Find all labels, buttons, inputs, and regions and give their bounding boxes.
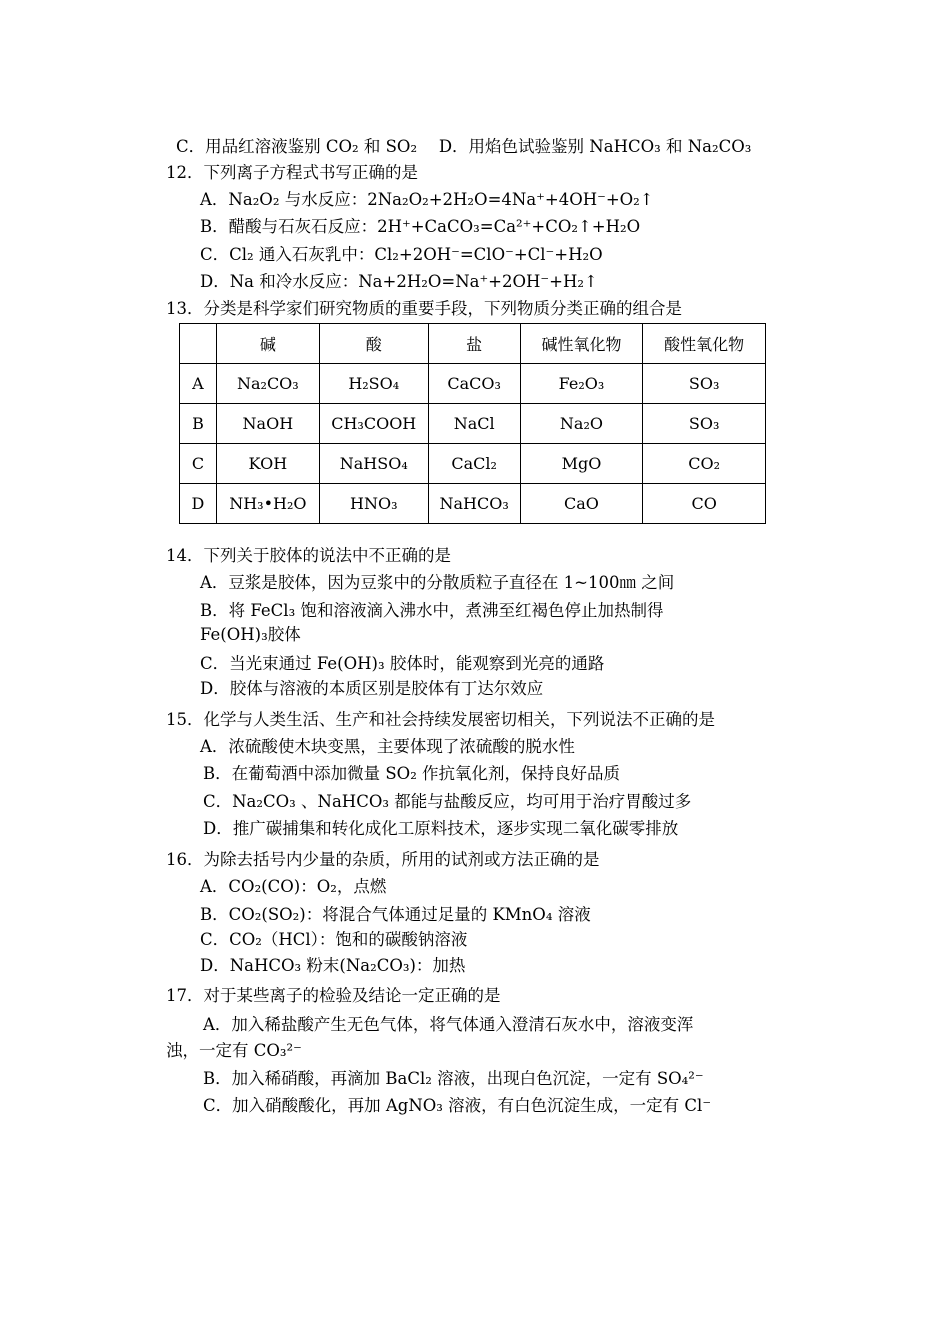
table-cell: HNO₃ bbox=[319, 484, 428, 524]
q16-option-c: C．CO₂（HCl）：饱和的碳酸钠溶液 bbox=[200, 930, 468, 949]
table-cell: NaCl bbox=[428, 404, 520, 444]
table-cell: Na₂O bbox=[520, 404, 643, 444]
q17-stem: 17．对于某些离子的检验及结论一定正确的是 bbox=[166, 986, 501, 1005]
table-cell: NaHSO₄ bbox=[319, 444, 428, 484]
q12-option-b: B．醋酸与石灰石反应：2H⁺+CaCO₃=Ca²⁺+CO₂↑+H₂O bbox=[200, 217, 641, 236]
table-cell: H₂SO₄ bbox=[319, 364, 428, 404]
row-label: C bbox=[180, 444, 217, 484]
q14-option-a: A．豆浆是胶体，因为豆浆中的分散质粒子直径在 1~100㎚ 之间 bbox=[200, 573, 675, 592]
table-cell: CH₃COOH bbox=[319, 404, 428, 444]
header-cell: 碱性氧化物 bbox=[520, 324, 643, 364]
header-cell: 盐 bbox=[428, 324, 520, 364]
table-cell: SO₃ bbox=[643, 404, 766, 444]
q15-stem: 15．化学与人类生活、生产和社会持续发展密切相关，下列说法不正确的是 bbox=[166, 710, 715, 729]
q16-option-a: A．CO₂(CO)：O₂，点燃 bbox=[200, 877, 387, 896]
q14-stem: 14．下列关于胶体的说法中不正确的是 bbox=[166, 546, 451, 565]
table-cell: CaCO₃ bbox=[428, 364, 520, 404]
q14-option-c: C．当光束通过 Fe(OH)₃ 胶体时，能观察到光亮的通路 bbox=[200, 654, 605, 673]
table-cell: SO₃ bbox=[643, 364, 766, 404]
header-cell: 酸 bbox=[319, 324, 428, 364]
table-cell: NaOH bbox=[216, 404, 319, 444]
table-row bbox=[180, 364, 766, 404]
q14-option-b-line1: B．将 FeCl₃ 饱和溶液滴入沸水中，煮沸至红褐色停止加热制得 bbox=[200, 601, 664, 620]
table-row bbox=[180, 444, 766, 484]
table-cell: NH₃•H₂O bbox=[216, 484, 319, 524]
q13-stem: 13．分类是科学家们研究物质的重要手段，下列物质分类正确的组合是 bbox=[166, 299, 682, 318]
q17-option-a-line2: 浊，一定有 CO₃²⁻ bbox=[166, 1041, 302, 1060]
table-cell: CO₂ bbox=[643, 444, 766, 484]
table-cell: CaO bbox=[520, 484, 643, 524]
header-cell bbox=[180, 324, 217, 364]
q12-stem: 12．下列离子方程式书写正确的是 bbox=[166, 163, 418, 182]
table-cell: CO bbox=[643, 484, 766, 524]
row-label: D bbox=[180, 484, 217, 524]
q12-option-a: A．Na₂O₂ 与水反应：2Na₂O₂+2H₂O=4Na⁺+4OH⁻+O₂↑ bbox=[200, 190, 654, 209]
table-cell: MgO bbox=[520, 444, 643, 484]
row-label: A bbox=[180, 364, 217, 404]
table-row bbox=[180, 404, 766, 444]
q17-option-a-line1: A．加入稀盐酸产生无色气体，将气体通入澄清石灰水中，溶液变浑 bbox=[203, 1015, 694, 1034]
q12-option-c: C．Cl₂ 通入石灰乳中：Cl₂+2OH⁻=ClO⁻+Cl⁻+H₂O bbox=[200, 245, 603, 264]
q14-option-b-line2: Fe(OH)₃胶体 bbox=[200, 625, 301, 644]
table-cell: Na₂CO₃ bbox=[216, 364, 319, 404]
header-cell: 酸性氧化物 bbox=[643, 324, 766, 364]
q16-option-d: D．NaHCO₃ 粉末(Na₂CO₃)：加热 bbox=[200, 956, 466, 975]
q16-stem: 16．为除去括号内少量的杂质，所用的试剂或方法正确的是 bbox=[166, 850, 600, 869]
table-header-row bbox=[180, 324, 766, 364]
q11-options-cd: C．用品红溶液鉴别 CO₂ 和 SO₂ D．用焰色试验鉴别 NaHCO₃ 和 Na₂CO₃ bbox=[176, 137, 752, 156]
table-cell: KOH bbox=[216, 444, 319, 484]
table-cell: CaCl₂ bbox=[428, 444, 520, 484]
q15-option-c: C．Na₂CO₃ 、NaHCO₃ 都能与盐酸反应，均可用于治疗胃酸过多 bbox=[203, 792, 692, 811]
q15-option-d: D．推广碳捕集和转化成化工原料技术，逐步实现二氧化碳零排放 bbox=[203, 819, 679, 838]
header-cell: 碱 bbox=[216, 324, 319, 364]
classification-table bbox=[179, 323, 766, 524]
table-cell: Fe₂O₃ bbox=[520, 364, 643, 404]
q15-option-a: A．浓硫酸使木块变黑，主要体现了浓硫酸的脱水性 bbox=[200, 737, 575, 756]
table-cell: NaHCO₃ bbox=[428, 484, 520, 524]
q17-option-b: B．加入稀硝酸，再滴加 BaCl₂ 溶液，出现白色沉淀，一定有 SO₄²⁻ bbox=[203, 1069, 704, 1088]
q17-option-c: C．加入硝酸酸化，再加 AgNO₃ 溶液，有白色沉淀生成，一定有 Cl⁻ bbox=[203, 1096, 712, 1115]
q16-option-b: B．CO₂(SO₂)：将混合气体通过足量的 KMnO₄ 溶液 bbox=[200, 905, 591, 924]
q14-option-d: D．胶体与溶液的本质区别是胶体有丁达尔效应 bbox=[200, 679, 544, 698]
q15-option-b: B．在葡萄酒中添加微量 SO₂ 作抗氧化剂，保持良好品质 bbox=[203, 764, 621, 783]
row-label: B bbox=[180, 404, 217, 444]
table-row bbox=[180, 484, 766, 524]
q12-option-d: D．Na 和冷水反应：Na+2H₂O=Na⁺+2OH⁻+H₂↑ bbox=[200, 272, 598, 291]
